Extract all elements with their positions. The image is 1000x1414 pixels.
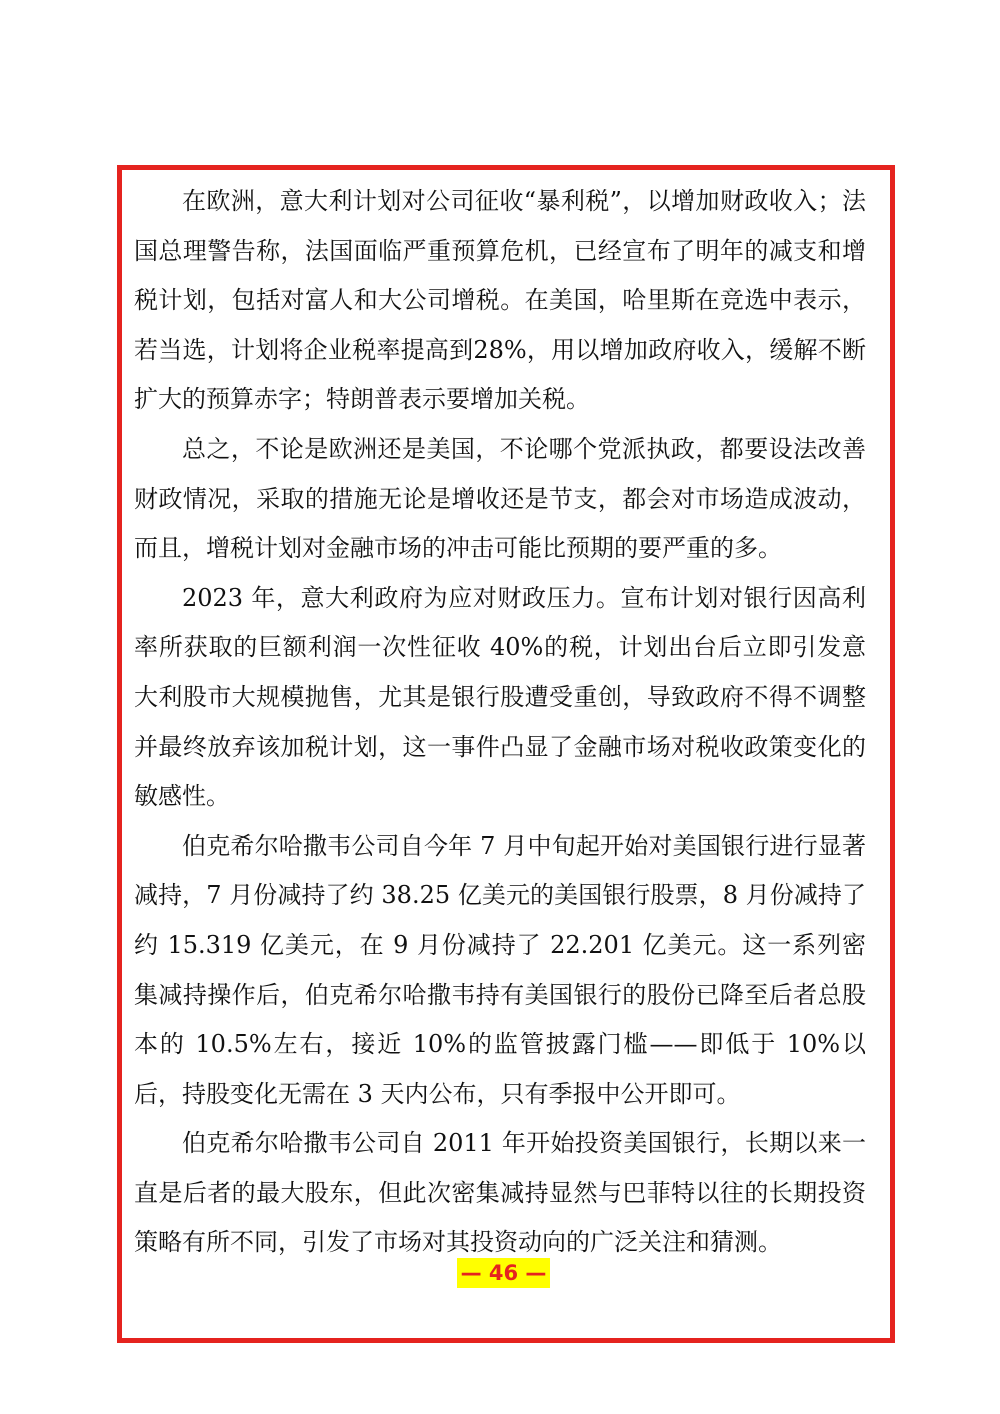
paragraph-berkshire-investment-history: 伯克希尔哈撒韦公司自 2011 年开始投资美国银行，长期以来一直是后者的最大股东，但此次密集减持显然与巴菲特以往的长期投资策略有所不同，引发了市场对其投资动向的广泛关注和猜测。 — [134, 1129, 866, 1257]
paragraph-europe-tax: 在欧洲，意大利计划对公司征收“暴利税”，以增加财政收入；法国总理警告称，法国面临严重预算危机，已经宣布了明年的减支和增税计划，包括对富人和大公司增税。在美国，哈里斯在竞选中表示，若当选，计划将企业税率提高到28%，用以增加政府收入，缓解不断扩大的预算赤字；特朗普表示要增加关税。 — [134, 187, 866, 414]
paragraph-italy-bank-tax: 2023 年，意大利政府为应对财政压力。宣布计划对银行因高利率所获取的巨额利润一次性征收 40%的税，计划出台后立即引发意大利股市大规模抛售，尤其是银行股遭受重创，导致政府不得不调整并最终放弃该加税计划，这一事件凸显了金融市场对税收政策变化的敏感性。 — [134, 583, 866, 811]
paragraph-berkshire-reduction: 伯克希尔哈撒韦公司自今年 7 月中旬起开始对美国银行进行显著减持，7 月份减持了约 38.25 亿美元的美国银行股票，8 月份减持了约 15.319 亿美元，在 9 月份减持了 22.201 亿美元。这一系列密集减持操作后，伯克希尔哈撒韦持有美国银行的股份已降至后者总股本的 10.5%左右，接近 10%的监管披露门槛——即低于 10%以后，持股变化无需在 3 天内公布，只有季报中公开即可。 — [134, 831, 866, 1108]
paragraph-fiscal-summary: 总之，不论是欧洲还是美国，不论哪个党派执政，都要设法改善财政情况，采取的措施无论是增收还是节支，都会对市场造成波动，而且，增税计划对金融市场的冲击可能比预期的要严重的多。 — [134, 434, 866, 563]
document-body — [134, 177, 866, 1268]
page-number-badge: — 46 — — [457, 1258, 550, 1288]
